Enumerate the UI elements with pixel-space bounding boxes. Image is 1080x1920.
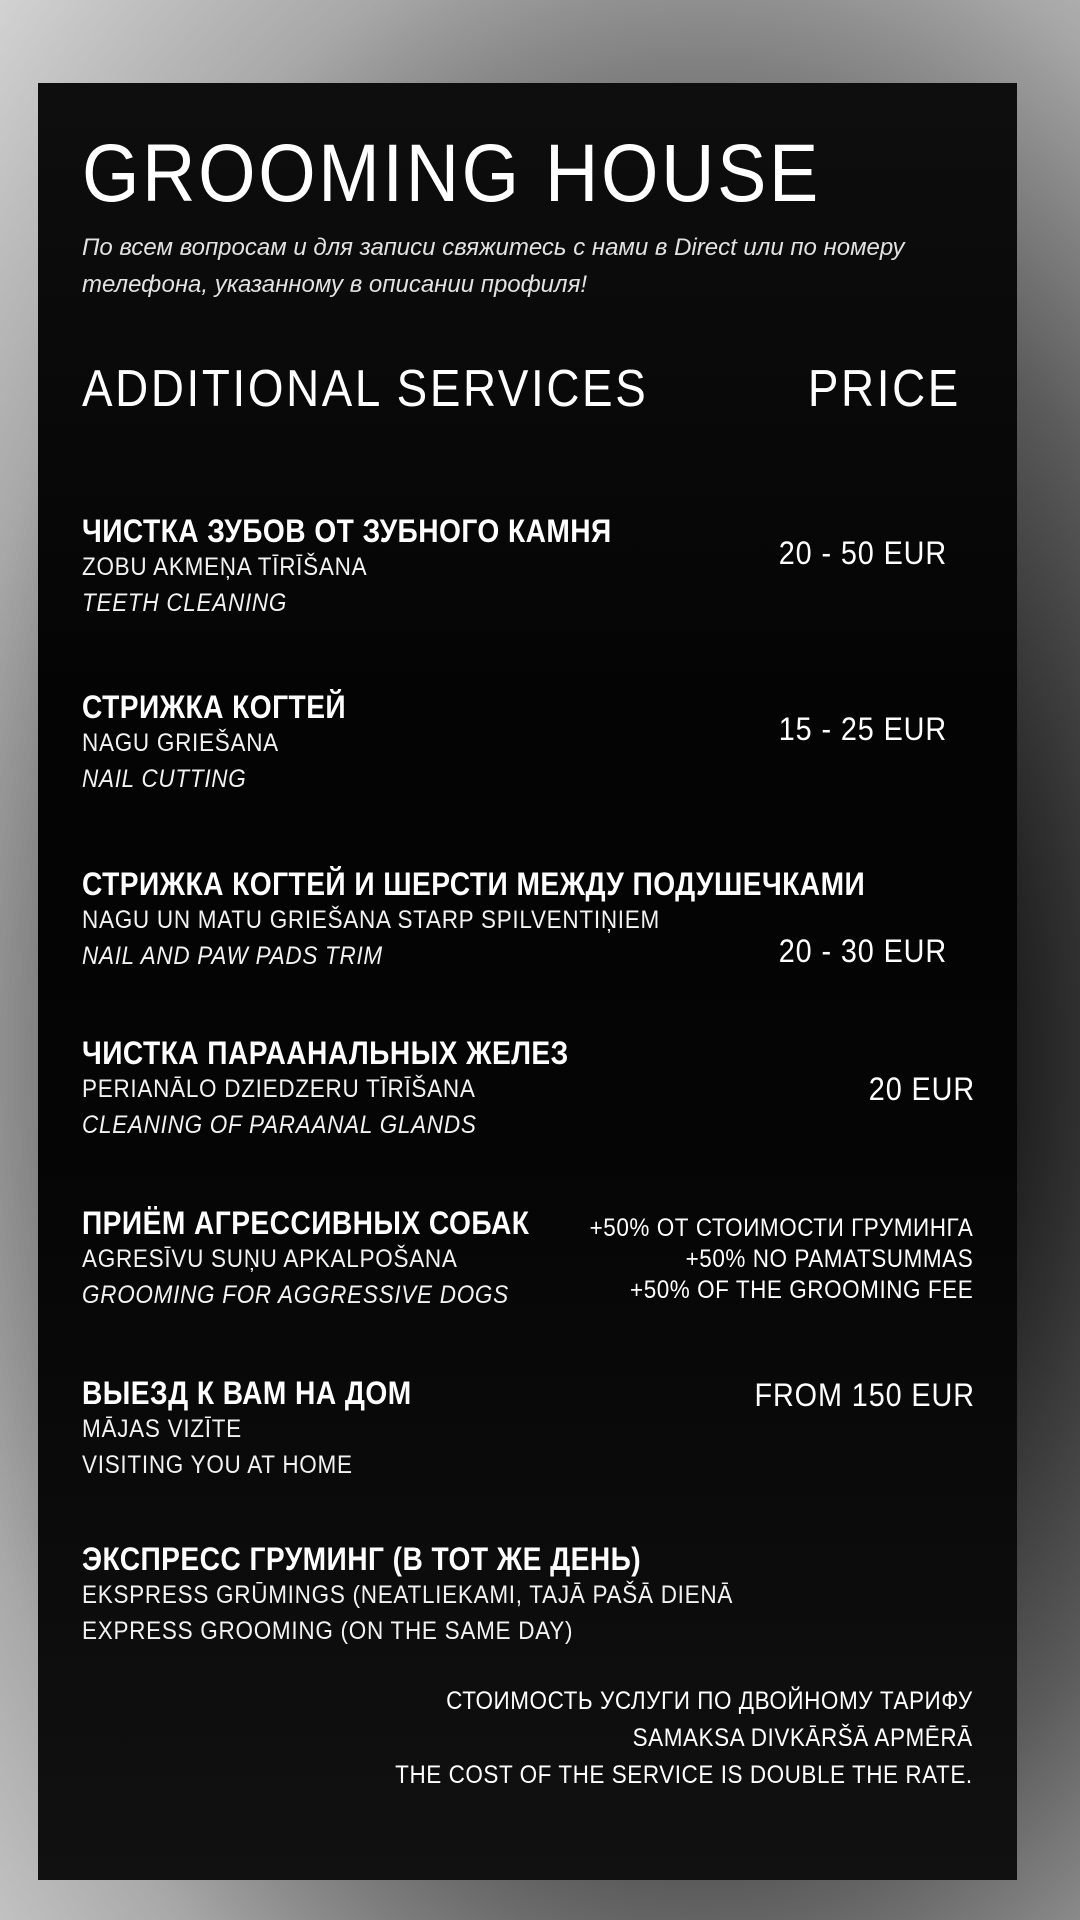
service-price: 20 - 30 EUR (778, 933, 947, 969)
price-column-header: PRICE (807, 360, 961, 418)
service-price: FROM 150 EUR (754, 1377, 975, 1413)
service-name-lv: AGRESĪVU SUŅU APKALPOŠANA (82, 1245, 458, 1273)
footnote-line: THE COST OF THE SERVICE IS DOUBLE THE RATE. (395, 1761, 973, 1789)
service-name-lv: ZOBU AKMEŅA TĪRĪŠANA (82, 553, 368, 581)
service-name-en: GROOMING FOR AGGRESSIVE DOGS (82, 1281, 509, 1309)
service-name-lv: EKSPRESS GRŪMINGS (NEATLIEKAMI, TAJĀ PAŠĀ DIENĀ (82, 1581, 734, 1609)
service-price-stack (589, 1213, 973, 1306)
service-name-lv: NAGU GRIEŠANA (82, 729, 279, 757)
price-line: +50% OF THE GROOMING FEE (629, 1276, 973, 1304)
service-name-lv: MĀJAS VIZĪTE (82, 1415, 242, 1443)
service-price: 20 - 50 EUR (778, 535, 947, 571)
footnote-line: SAMAKSA DIVKĀRŠĀ APMĒRĀ (632, 1724, 973, 1752)
service-item (82, 1035, 982, 1143)
service-name-en: TEETH CLEANING (82, 589, 288, 617)
service-name-lv: PERIANĀLO DZIEDZERU TĪRĪŠANA (82, 1075, 476, 1103)
service-name-en: VISITING YOU AT HOME (82, 1451, 353, 1479)
express-price-note (395, 1683, 973, 1794)
service-price: 15 - 25 EUR (778, 711, 947, 747)
price-line: +50% NO PAMATSUMMAS (685, 1245, 973, 1273)
service-name-ru: СТРИЖКА КОГТЕЙ И ШЕРСТИ МЕЖДУ ПОДУШЕЧКАМИ (82, 866, 866, 902)
service-name-ru: ВЫЕЗД К ВАМ НА ДОМ (82, 1375, 412, 1411)
price-line: +50% ОТ СТОИМОСТИ ГРУМИНГА (589, 1214, 973, 1242)
services-column-header: ADDITIONAL SERVICES (82, 360, 649, 418)
service-name-lv: NAGU UN MATU GRIEŠANA STARP SPILVENTIŅIEM (82, 906, 660, 934)
brand-title: GROOMING HOUSE (82, 128, 821, 219)
service-name-ru: ЧИСТКА ПАРААНАЛЬНЫХ ЖЕЛЕЗ (82, 1035, 569, 1071)
footnote-line: СТОИМОСТЬ УСЛУГИ ПО ДВОЙНОМУ ТАРИФУ (446, 1687, 973, 1715)
service-name-ru: СТРИЖКА КОГТЕЙ (82, 689, 347, 725)
service-name-ru: ПРИЁМ АГРЕССИВНЫХ СОБАК (82, 1205, 530, 1241)
service-price: 20 EUR (868, 1071, 975, 1107)
service-name-en: NAIL CUTTING (82, 765, 247, 793)
service-item (82, 1541, 982, 1649)
service-name-en: CLEANING OF PARAANAL GLANDS (82, 1111, 477, 1139)
service-name-en: NAIL AND PAW PADS TRIM (82, 942, 383, 970)
service-name-en: EXPRESS GROOMING (ON THE SAME DAY) (82, 1617, 574, 1645)
service-name-ru: ЧИСТКА ЗУБОВ ОТ ЗУБНОГО КАМНЯ (82, 513, 612, 549)
service-name-ru: ЭКСПРЕСС ГРУМИНГ (В ТОТ ЖЕ ДЕНЬ) (82, 1541, 642, 1577)
price-menu-panel (38, 83, 1017, 1880)
contact-note: По всем вопросам и для записи свяжитесь с нами в Direct или по номеру телефона, указанному в описании профиля! (82, 234, 905, 298)
